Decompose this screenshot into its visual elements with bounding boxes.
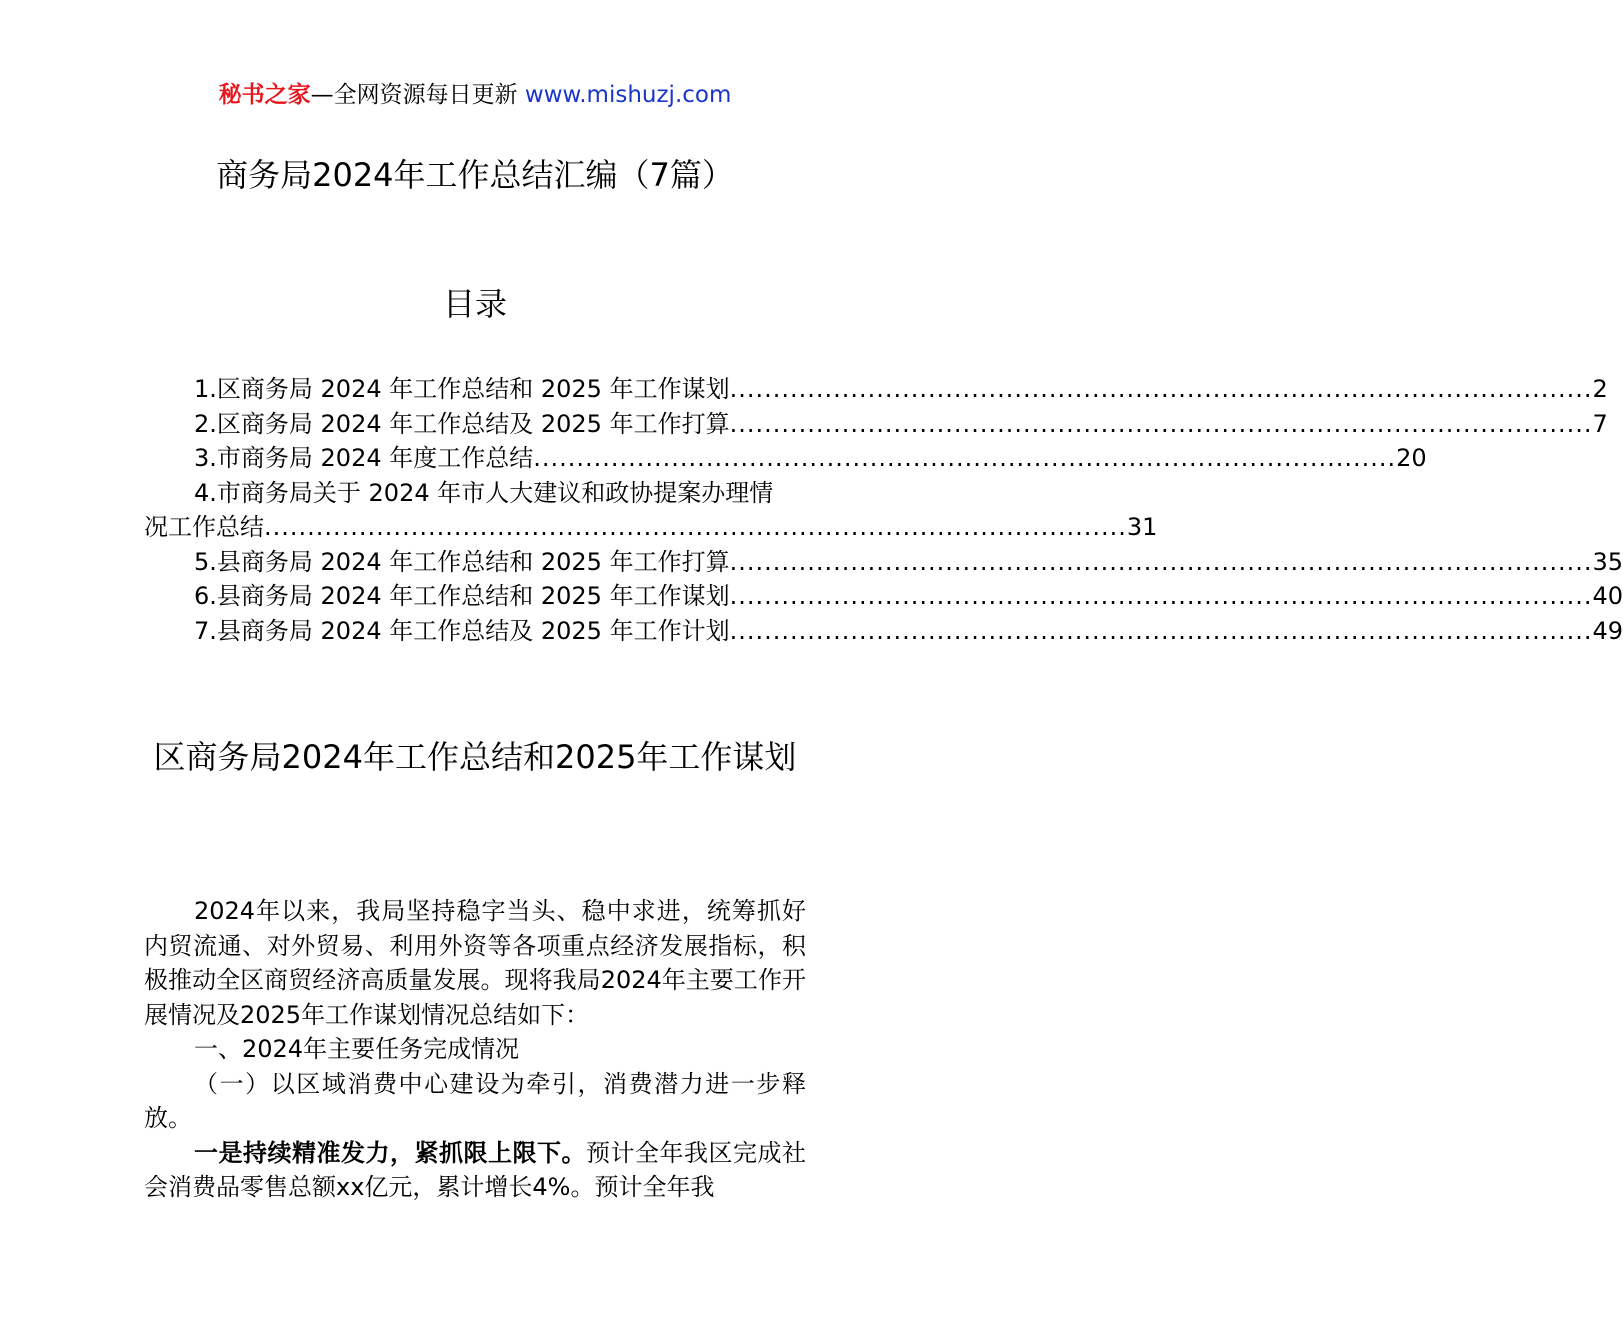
toc-item-2[interactable] — [144, 407, 1608, 442]
toc-leader: .................................................................................................... — [729, 547, 1593, 576]
toc-item-text: 2.区商务局 2024 年工作总结及 2025 年工作打算 — [194, 409, 730, 438]
toc-item-text: 1.区商务局 2024 年工作总结和 2025 年工作谋划 — [194, 375, 730, 403]
toc-item-text: 4.市商务局关于 2024 年市人大建议和政协提案办理情 — [194, 478, 774, 507]
toc-page-number: 49 — [1592, 616, 1623, 645]
body-paragraph — [144, 1136, 806, 1205]
toc-leader: .................................................................................................... — [729, 375, 1593, 403]
table-of-contents — [144, 372, 1623, 648]
section-title: 区商务局2024年工作总结和2025年工作谋划 — [153, 738, 797, 776]
toc-leader: .................................................................................................... — [729, 582, 1593, 610]
toc-item-5[interactable] — [144, 545, 1623, 580]
site-url-link[interactable]: www.mishuzj.com — [524, 82, 732, 108]
toc-page-number: 7 — [1592, 409, 1608, 438]
toc-item-3[interactable] — [144, 441, 1427, 476]
toc-page-number: 35 — [1592, 547, 1623, 576]
site-header — [0, 80, 950, 110]
toc-leader: .................................................................................................... — [264, 513, 1127, 541]
bold-lead: 一是持续精准发力，紧抓限上限下。 — [194, 1138, 586, 1167]
toc-page-number: 40 — [1592, 582, 1623, 610]
site-slogan: —全网资源每日更新 — [310, 82, 525, 108]
toc-title: 目录 — [442, 285, 507, 323]
toc-item-text: 况工作总结 — [144, 513, 264, 541]
subsection-heading-1: （一）以区域消费中心建设为牵引，消费潜力进一步释放。 — [144, 1069, 806, 1132]
toc-item-4-line-2[interactable] — [144, 510, 1158, 545]
toc-item-text: 3.市商务局 2024 年度工作总结 — [194, 444, 534, 472]
toc-leader: .................................................................................................... — [729, 616, 1593, 645]
toc-page-number: 31 — [1126, 513, 1158, 541]
site-brand: 秘书之家 — [218, 82, 311, 108]
toc-leader: .................................................................................................... — [533, 444, 1397, 472]
toc-item-text: 6.县商务局 2024 年工作总结和 2025 年工作谋划 — [194, 582, 730, 610]
body-paragraph: 2024年以来，我局坚持稳字当头、稳中求进，统筹抓好内贸流通、对外贸易、利用外资等各项重点经济发展指标，积极推动全区商贸经济高质量发展。现将我局2024年主要工作开展情况及2025年工作谋划情况总结如下： — [144, 897, 806, 1029]
section-body — [144, 894, 806, 1205]
toc-item-text: 5.县商务局 2024 年工作总结和 2025 年工作打算 — [194, 547, 730, 576]
toc-leader: .................................................................................................... — [729, 409, 1593, 438]
toc-page-number: 2 — [1592, 375, 1608, 403]
paragraph-text: 预计全年我区完成社会消费品零售总额xx亿元，累计增长4%。预计全年我 — [144, 1138, 806, 1201]
toc-item-1[interactable] — [144, 372, 1608, 407]
toc-page-number: 20 — [1396, 444, 1427, 472]
document-title: 商务局2024年工作总结汇编（7篇） — [216, 156, 734, 194]
toc-item-6[interactable] — [144, 579, 1623, 614]
toc-item-7[interactable] — [144, 614, 1623, 649]
toc-item-text: 7.县商务局 2024 年工作总结及 2025 年工作计划 — [194, 616, 730, 645]
toc-item-4-line-1[interactable] — [144, 476, 806, 511]
section-heading-1: 一、2024年主要任务完成情况 — [194, 1035, 520, 1063]
